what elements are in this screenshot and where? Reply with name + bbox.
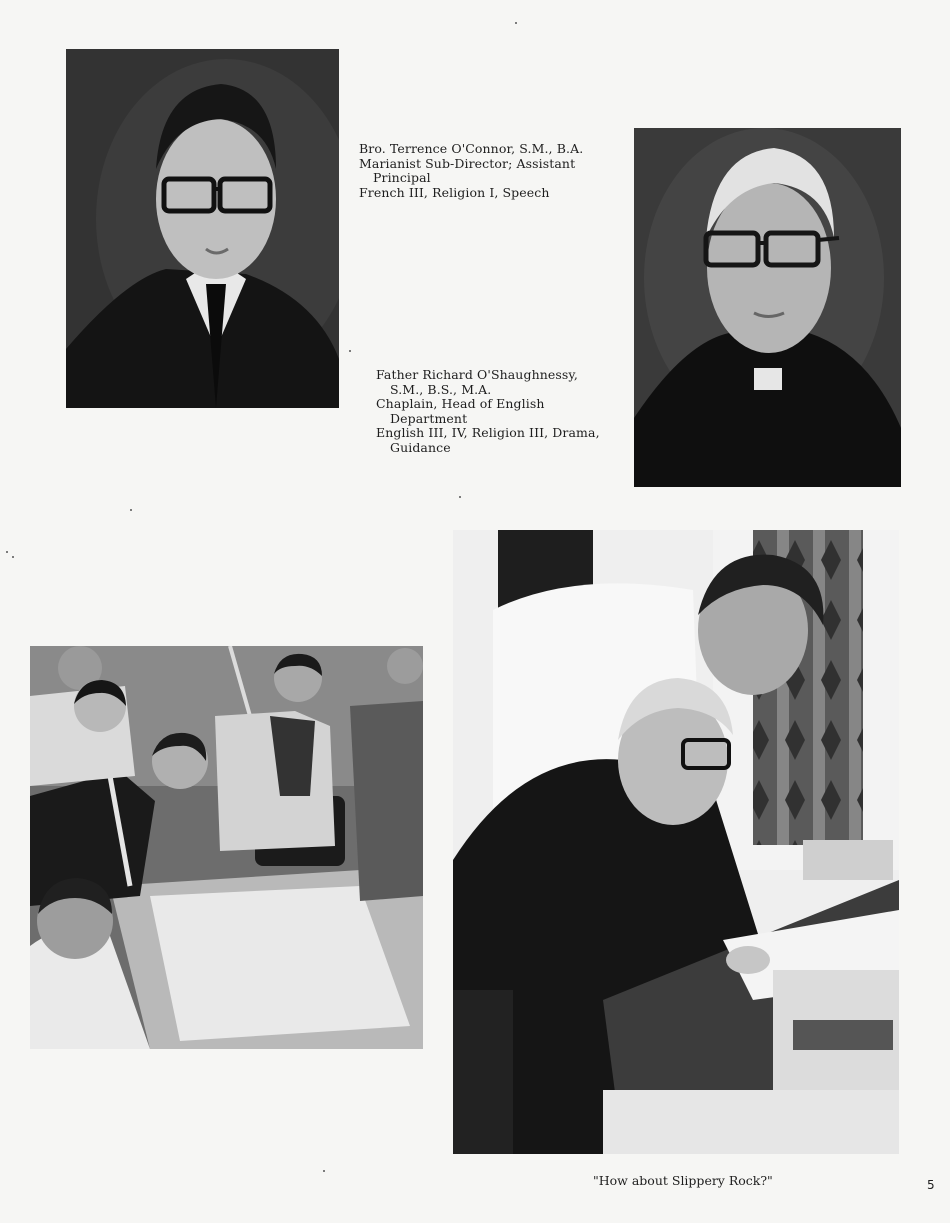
portrait-oshaughnessy-image bbox=[634, 128, 901, 487]
caption-line: Chaplain, Head of English bbox=[376, 396, 545, 412]
caption-line: Marianist Sub-Director; Assistant bbox=[359, 155, 576, 171]
caption-line: Bro. Terrence O'Connor, S.M., B.A. bbox=[359, 141, 584, 156]
caption-line: Department bbox=[390, 410, 468, 426]
caption-line: Guidance bbox=[390, 439, 451, 455]
scan-speck bbox=[6, 551, 8, 553]
caption-line: English III, IV, Religion III, Drama, bbox=[376, 425, 600, 441]
caption-line: French III, Religion I, Speech bbox=[359, 184, 550, 200]
scan-speck bbox=[130, 509, 132, 511]
portrait-caption-oconnor bbox=[359, 142, 583, 200]
portrait-caption-oshaughnessy bbox=[376, 368, 600, 456]
caption-line: Father Richard O'Shaughnessy, bbox=[376, 367, 578, 382]
portrait-photo-oconnor bbox=[66, 49, 339, 408]
photo-priest-at-desk bbox=[453, 530, 899, 1154]
photo-caption-slippery-rock: "How about Slippery Rock?" bbox=[593, 1173, 773, 1188]
caption-line: Principal bbox=[373, 170, 431, 186]
caption-line: S.M., B.S., M.A. bbox=[390, 381, 492, 397]
students-outdoors-image bbox=[30, 646, 423, 1049]
scan-speck bbox=[323, 1170, 325, 1172]
portrait-photo-oshaughnessy bbox=[634, 128, 901, 487]
scan-speck bbox=[349, 350, 351, 352]
scan-speck bbox=[515, 22, 517, 24]
scan-speck bbox=[459, 496, 461, 498]
photo-students-outdoors bbox=[30, 646, 423, 1049]
priest-at-desk-image bbox=[453, 530, 899, 1154]
portrait-oconnor-image bbox=[66, 49, 339, 408]
page-number: 5 bbox=[927, 1178, 935, 1192]
scan-speck bbox=[12, 556, 14, 558]
